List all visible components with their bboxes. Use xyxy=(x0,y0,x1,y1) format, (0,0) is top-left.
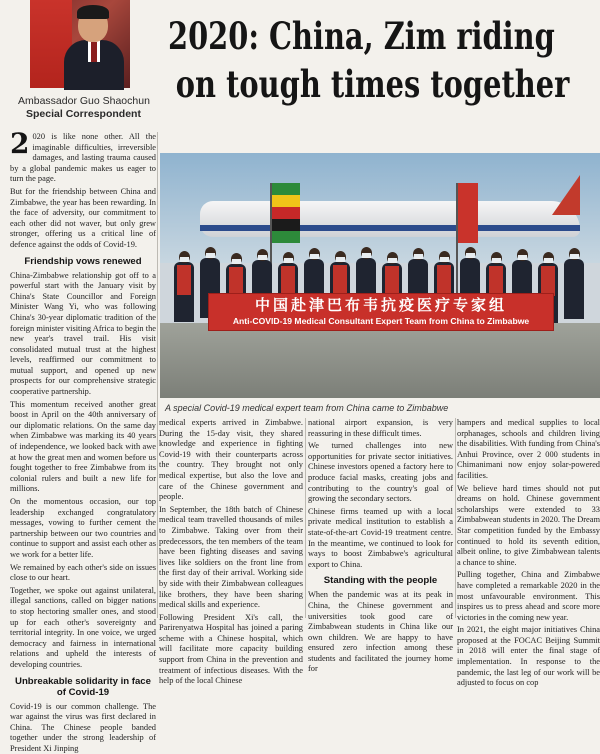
headline-line-2: on tough times together xyxy=(168,60,500,108)
banner-english-text: Anti-COVID-19 Medical Consultant Expert Team from China to Zimbabwe xyxy=(209,315,553,327)
author-photo xyxy=(30,0,130,88)
team-member xyxy=(174,251,194,341)
airplane xyxy=(200,201,580,237)
drop-cap: 2 xyxy=(10,133,29,155)
column-divider xyxy=(455,418,456,618)
author-role: Special Correspondent xyxy=(26,108,166,120)
article-column-3 xyxy=(308,418,453,618)
column-divider xyxy=(157,132,158,618)
banner-chinese-text: 中国赴津巴布韦抗疫医疗专家组 xyxy=(209,294,553,315)
article-column-1 xyxy=(10,132,156,618)
headline-line-1: 2020: China, Zim riding xyxy=(168,12,500,60)
author-tie xyxy=(91,42,97,62)
column-divider xyxy=(305,418,306,618)
team-banner xyxy=(208,293,554,331)
zimbabwe-flag xyxy=(272,183,300,243)
airplane-stripe xyxy=(200,225,580,231)
article-column-2 xyxy=(159,418,303,618)
subheading-solidarity: Unbreakable solidarity in face of Covid-19 xyxy=(10,676,156,698)
china-flag xyxy=(458,183,478,243)
subheading-people: Standing with the people xyxy=(308,575,453,586)
article-paragraph: medical experts arrived in Zimbabwe. During the 15-day visit, they shared knowledge and experience in fighting Covid-19 with their counterparts across the country. They brought not only medical expertise, but also the love and care of the Chinese government and people. xyxy=(159,418,303,503)
article-paragraph: We turned challenges into new opportunities for private sector initiatives. Chinese investors opened a factory here to produce facial masks, creating jobs and contributing to the country's goal of growing the secondary sectors. xyxy=(308,441,453,505)
subheading-friendship: Friendship vows renewed xyxy=(10,256,156,267)
article-paragraph: Following President Xi's call, the Parirenyatwa Hospital has joined a paring scheme with a Chinese hospital, which will facilitate more capacity building support from China in the prevention and treatment of infectious diseases. With the help of the local Chinese xyxy=(159,613,303,687)
article-paragraph: national airport expansion, is very reassuring in these difficult times. xyxy=(308,418,453,439)
photo-caption: A special Covid-19 medical expert team from China came to Zimbabwe xyxy=(165,403,595,413)
article-paragraph: When the pandemic was at its peak in China, the Chinese government and universities took good care of Zimbabwean students in China like our own children. We are happy to have ensured zero infection among these students and facilitated the journey home for xyxy=(308,590,453,675)
article-paragraph: Chinese firms teamed up with a local private medical institution to establish a state-of-the-art Covid-19 treatment centre. In the meantime, we continued to look for ways to boost Zimbabwe's agricultural export to China. xyxy=(308,507,453,571)
article-paragraph: But for the friendship between China and Zimbabwe, the year has been rewarding. In the face of adversity, our commitment to each other did not waver, but only grew stronger, offering us a critical line of defence against the odds of Covid-19. xyxy=(10,187,156,251)
article-paragraph: On the momentous occasion, our top leadership exchanged congratulatory messages, vowing to further cement the partnership between our two countries and continue to support and assist each other as we work for a better life. xyxy=(10,497,156,561)
article-paragraph: Together, we spoke out against unilateral, illegal sanctions, called on bigger nations to stop hectoring smaller ones, and stood up for each other's sovereignty and territorial integrity. In one voice, we urged democracy and fairness in international relations and upheld the interests of developing countries. xyxy=(10,586,156,671)
article-paragraph: In September, the 18th batch of Chinese medical team travelled thousands of miles to Zimbabwe. Taking over from their predecessors, the ten members of the team have been fighting diseases and saving lives like soldiers on the front line from the first day of their arrival. Working side by side with their Zimbabwean colleagues like brothers, they have been sharing medical skills and experience. xyxy=(159,505,303,611)
article-paragraph: In 2021, the eight major initiatives China proposed at the FOCAC Beijing Summit in 2018 will enter the final stage of implementation. In response to the pandemic, the last leg of our work will be adjusted to focus on cop xyxy=(457,625,600,689)
article-paragraph: Covid-19 is our common challenge. The war against the virus was first declared in China. The Chinese people banded together under the strong leadership of President Xi Jinping xyxy=(10,702,156,754)
author-name: Ambassador Guo Shaochun xyxy=(18,95,158,107)
headline xyxy=(168,12,500,108)
article-column-4 xyxy=(457,418,600,618)
article-paragraph: hampers and medical supplies to local orphanages, schools and children living the disabilities. With funding from China's Anhui Province, over 2 000 students in Chimanimani now enjoy solar-powered facilities. xyxy=(457,418,600,482)
author-hair xyxy=(77,5,109,19)
team-member xyxy=(564,248,584,338)
article-paragraph: China-Zimbabwe relationship got off to a powerful start with the January visit by China's State Councillor and Foreign Minister Wang Yi, who was following China's 30-year diplomatic tradition of the foreign minister visiting Africa to begin the new year's travel trail. His visit consolidated mutual trust at the highest levels, reaffirmed our commitment to mutual support, and opened up new prospects for our comprehensive strategic cooperative partnership. xyxy=(10,271,156,398)
article-paragraph: We believe hard times should not put dreams on hold. Chinese government scholarships were extended to 33 Zimbabwean students in 2020. The Dream Star competition funded by the Embassy continued to hold its seventh edition, albeit online, to give Zimbabwean talents a chance to shine. xyxy=(457,484,600,569)
article-paragraph: This momentum received another great boost in April on the 40th anniversary of our diplomatic relations. On the same day when Zimbabwe was marking its 40 years of independence, we looked back with awe at how the great men and women before us fought together to free Zimbabwe from its colonial rulers and built a new life for millions. xyxy=(10,400,156,495)
article-paragraph: 2 020 is like none other. All the imaginable difficulties, irreversible damages, and lasting trauma caused by a global pandemic makes us eager to turn the page. xyxy=(10,132,156,185)
article-photo xyxy=(160,153,600,398)
article-paragraph: Pulling together, China and Zimbabwe have completed a remarkable 2020 in the most unfavourable environment. This inspires us to press ahead and score more victories in the coming new year. xyxy=(457,570,600,623)
article-paragraph: We remained by each other's side on issues close to our heart. xyxy=(10,563,156,584)
